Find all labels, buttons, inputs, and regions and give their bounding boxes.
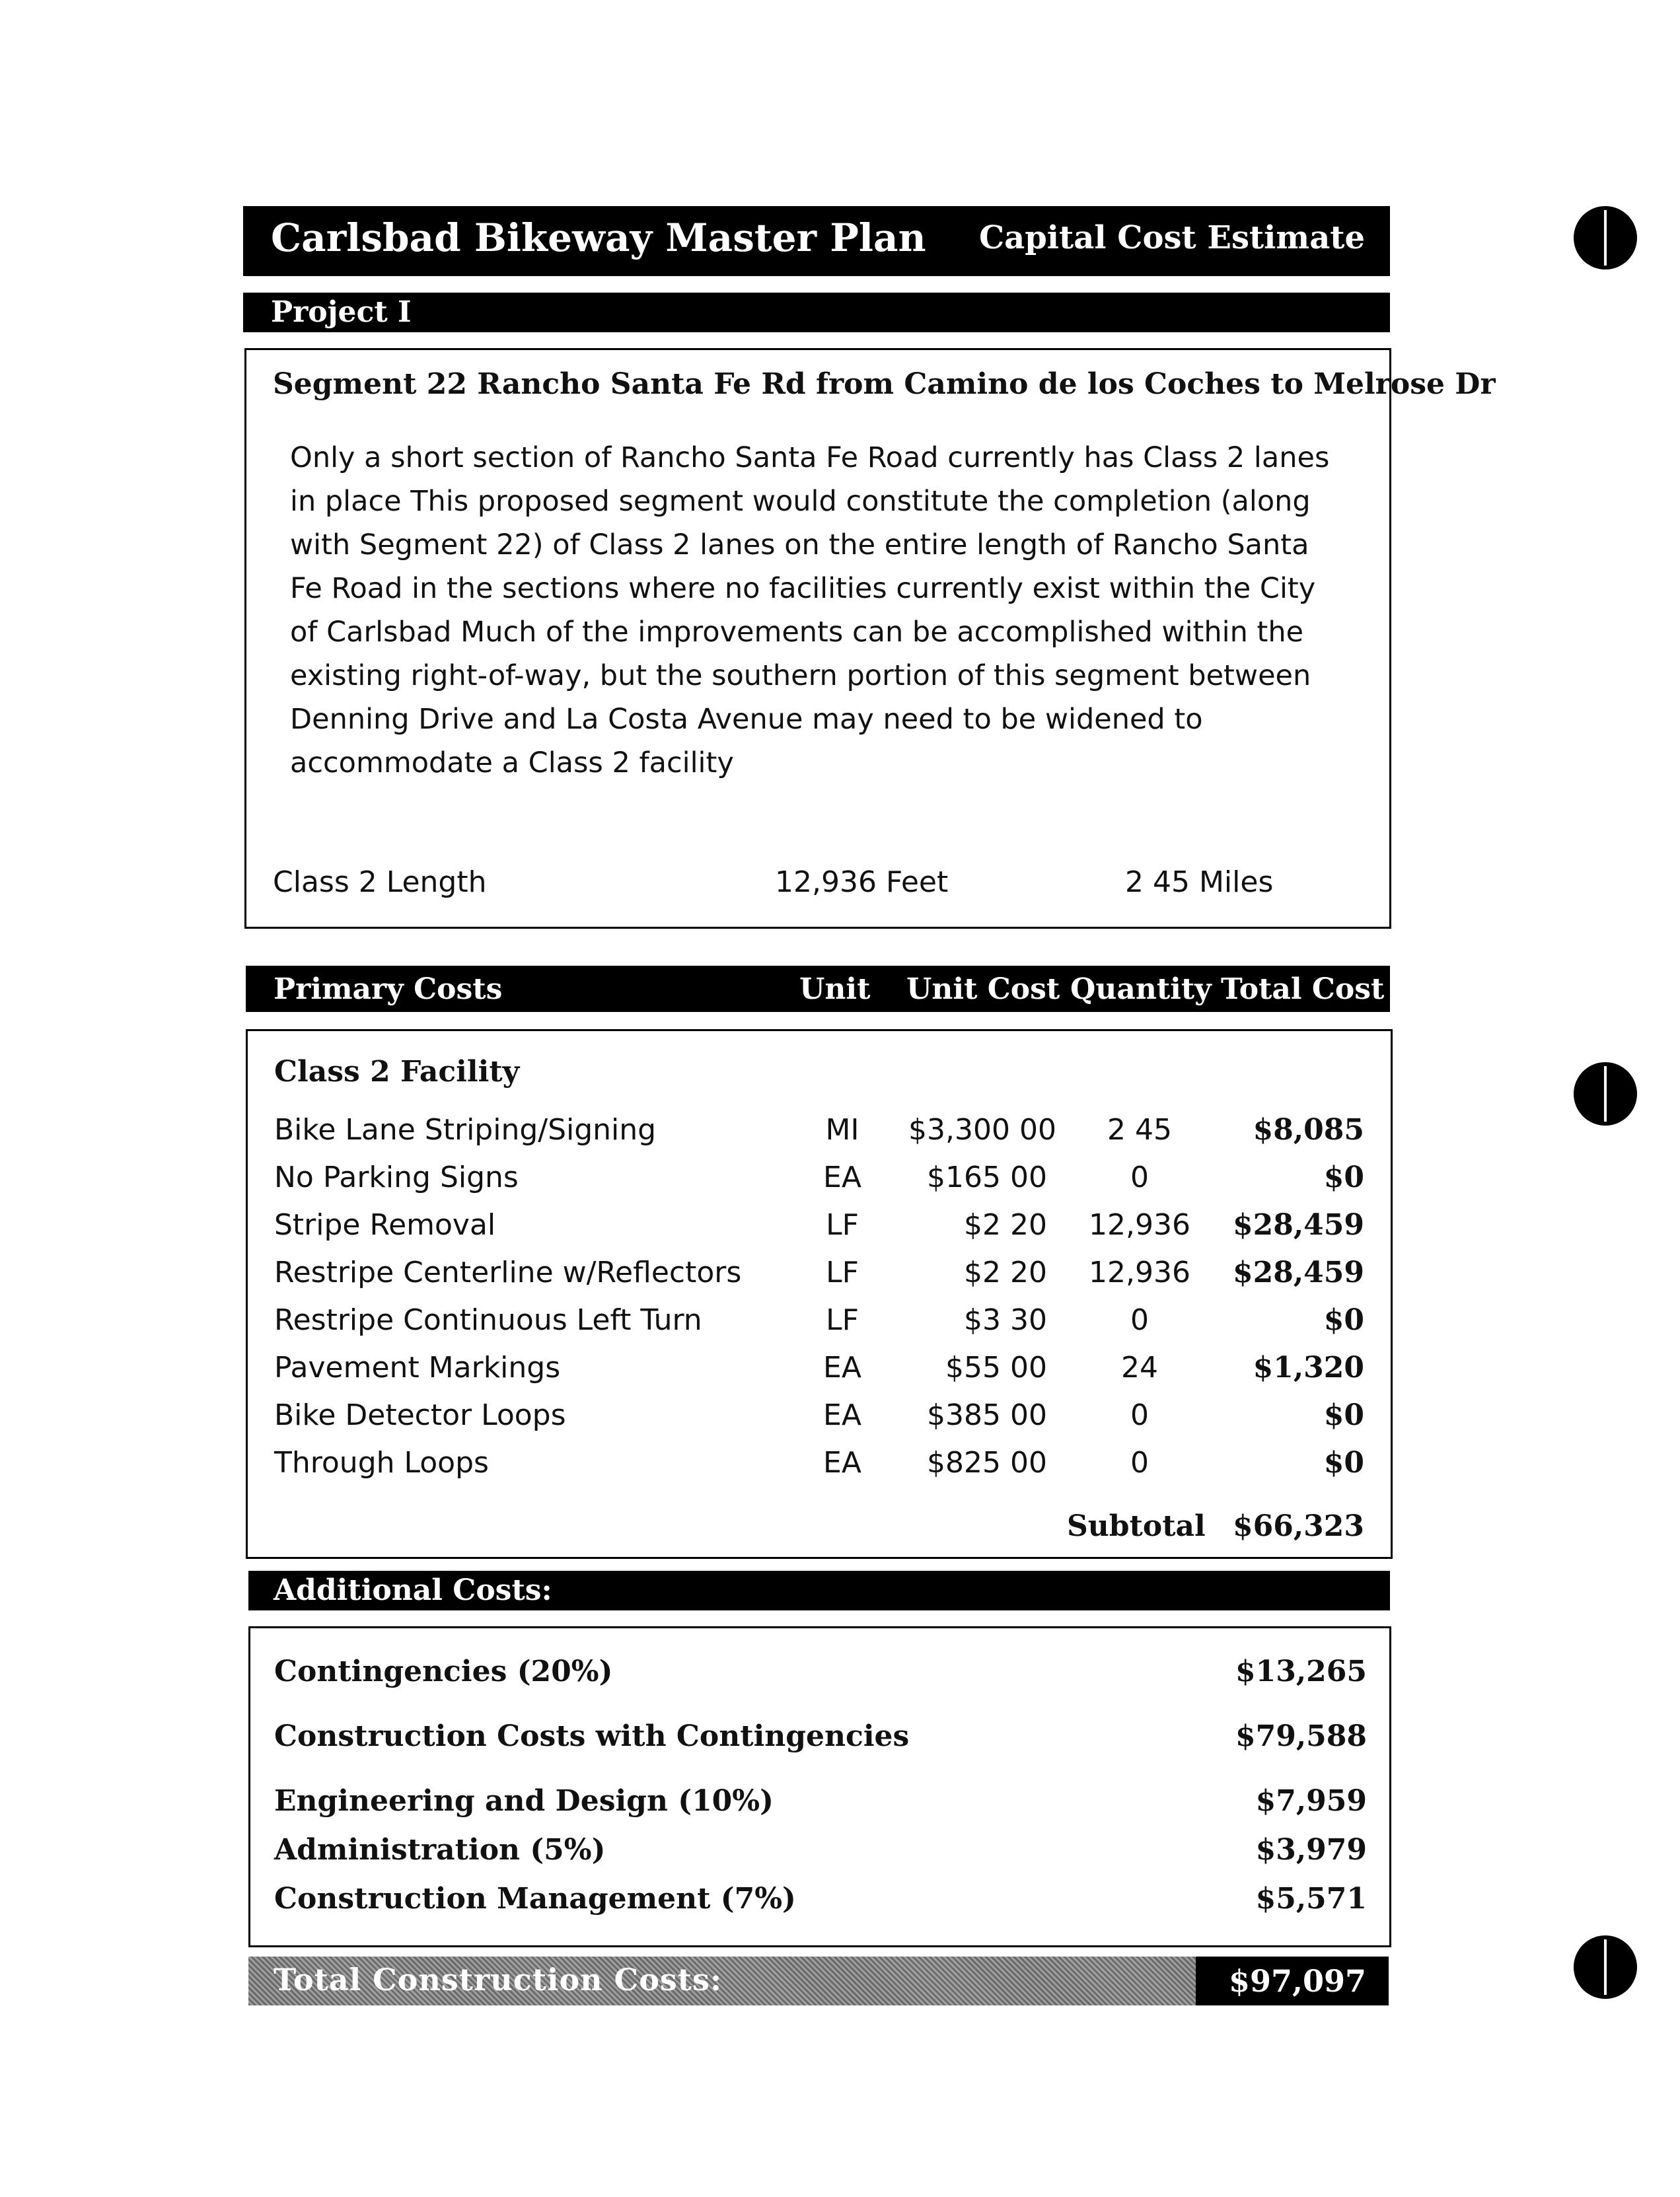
binder-hole-bottom xyxy=(1574,1935,1637,1999)
unit-column-header: Unit xyxy=(799,972,871,1006)
primary-costs-table xyxy=(246,1029,1393,1559)
row-description: Pavement Markings xyxy=(274,1351,561,1385)
row-quantity: 12,936 xyxy=(1089,1256,1190,1289)
row-unit: EA xyxy=(823,1446,861,1480)
row-unit: LF xyxy=(826,1208,859,1242)
document-subtitle: Capital Cost Estimate xyxy=(978,219,1365,256)
row-unit-cost: $2 20 xyxy=(964,1208,1047,1242)
row-description: Bike Detector Loops xyxy=(274,1398,566,1432)
unit-cost-column-header: Unit Cost xyxy=(906,972,1060,1006)
table-row xyxy=(248,1351,1391,1397)
row-description: No Parking Signs xyxy=(274,1161,519,1194)
row-total: $0 xyxy=(1323,1161,1364,1194)
additional-row-label: Construction Management (7%) xyxy=(274,1882,796,1916)
project-label: Project I xyxy=(271,295,412,329)
row-unit-cost: $3 30 xyxy=(964,1303,1047,1337)
row-quantity: 24 xyxy=(1121,1351,1158,1385)
row-total: $0 xyxy=(1323,1446,1364,1480)
binder-hole-top xyxy=(1574,206,1637,270)
row-quantity: 0 xyxy=(1130,1303,1149,1337)
total-cost-column-header: Total Cost xyxy=(1221,972,1385,1006)
row-total: $0 xyxy=(1323,1398,1364,1432)
section-heading: Class 2 Facility xyxy=(274,1055,520,1089)
length-feet: 12,936 Feet xyxy=(775,865,949,899)
additional-row-value: $5,571 xyxy=(1255,1882,1367,1916)
additional-row-label: Engineering and Design (10%) xyxy=(274,1784,774,1818)
segment-box xyxy=(244,348,1496,929)
row-total: $28,459 xyxy=(1232,1256,1364,1289)
table-row xyxy=(248,1113,1391,1159)
table-row xyxy=(248,1303,1391,1350)
length-label: Class 2 Length xyxy=(273,865,487,899)
additional-row-label: Administration (5%) xyxy=(274,1833,606,1867)
row-quantity: 0 xyxy=(1130,1398,1149,1432)
subtotal-value: $66,323 xyxy=(1232,1509,1364,1543)
row-unit-cost: $55 00 xyxy=(945,1351,1047,1385)
row-description: Restripe Continuous Left Turn xyxy=(274,1303,702,1337)
row-total: $28,459 xyxy=(1232,1208,1364,1242)
row-quantity: 0 xyxy=(1130,1161,1149,1194)
row-quantity: 12,936 xyxy=(1089,1208,1190,1242)
project-bar xyxy=(243,293,1390,332)
binder-hole-middle xyxy=(1574,1062,1637,1126)
additional-row-label: Contingencies (20%) xyxy=(274,1655,613,1688)
document-title: Carlsbad Bikeway Master Plan xyxy=(271,215,926,260)
row-unit: EA xyxy=(823,1161,861,1194)
total-construction-costs-bar xyxy=(248,1957,1389,2005)
additional-row-label: Construction Costs with Contingencies xyxy=(274,1719,910,1753)
total-construction-costs-label: Total Construction Costs: xyxy=(274,1962,722,1998)
additional-costs-header xyxy=(248,1571,1390,1610)
row-description: Bike Lane Striping/Signing xyxy=(274,1113,657,1147)
row-total: $0 xyxy=(1323,1303,1364,1337)
quantity-column-header: Quantity xyxy=(1070,972,1212,1006)
row-description: Through Loops xyxy=(274,1446,489,1480)
additional-costs-table xyxy=(248,1626,1391,1947)
additional-row-value: $7,959 xyxy=(1255,1784,1367,1818)
row-unit: LF xyxy=(826,1256,859,1289)
subtotal-label: Subtotal xyxy=(1067,1509,1206,1543)
table-row xyxy=(248,1398,1391,1445)
table-row xyxy=(248,1208,1391,1254)
row-unit: EA xyxy=(823,1351,861,1385)
row-unit-cost: $3,300 00 xyxy=(908,1113,1056,1147)
row-unit: LF xyxy=(826,1303,859,1337)
additional-costs-label: Additional Costs: xyxy=(274,1573,552,1607)
row-unit-cost: $825 00 xyxy=(927,1446,1047,1480)
table-row xyxy=(248,1446,1391,1492)
row-total: $1,320 xyxy=(1253,1351,1364,1385)
table-row xyxy=(248,1161,1391,1207)
row-quantity: 0 xyxy=(1130,1446,1149,1480)
segment-title: Segment 22 Rancho Santa Fe Rd from Camino de los Coches to Melrose Dr xyxy=(273,367,1496,401)
row-unit-cost: $2 20 xyxy=(964,1256,1047,1289)
title-bar xyxy=(243,206,1390,276)
total-construction-costs-value: $97,097 xyxy=(1228,1963,1366,1999)
additional-row-value: $13,265 xyxy=(1235,1655,1367,1688)
segment-description: Only a short section of Rancho Santa Fe Road currently has Class 2 lanes in place This proposed segment would constitute the completion (along with Segment 22) of Class 2 lanes on the entire length of Rancho Santa Fe Road in the sections where no facilities currently exist within the City of Carlsbad Much of the improvements can be accomplished within the existing right-of-way, but the southern portion of this segment between Denning Drive and La Costa Avenue may need to be widened to accommodate a Class 2 facility xyxy=(290,441,1330,779)
row-quantity: 2 45 xyxy=(1107,1113,1172,1147)
row-description: Restripe Centerline w/Reflectors xyxy=(274,1256,742,1289)
row-unit-cost: $165 00 xyxy=(927,1161,1047,1194)
additional-row-value: $3,979 xyxy=(1255,1833,1367,1867)
primary-costs-label: Primary Costs xyxy=(274,972,503,1006)
primary-costs-header xyxy=(246,966,1390,1012)
row-unit-cost: $385 00 xyxy=(927,1398,1047,1432)
table-row xyxy=(248,1256,1391,1302)
row-total: $8,085 xyxy=(1253,1113,1364,1147)
row-unit: EA xyxy=(823,1398,861,1432)
length-miles: 2 45 Miles xyxy=(1125,865,1274,899)
additional-row-value: $79,588 xyxy=(1235,1719,1367,1753)
row-unit: MI xyxy=(825,1113,859,1147)
row-description: Stripe Removal xyxy=(274,1208,496,1242)
